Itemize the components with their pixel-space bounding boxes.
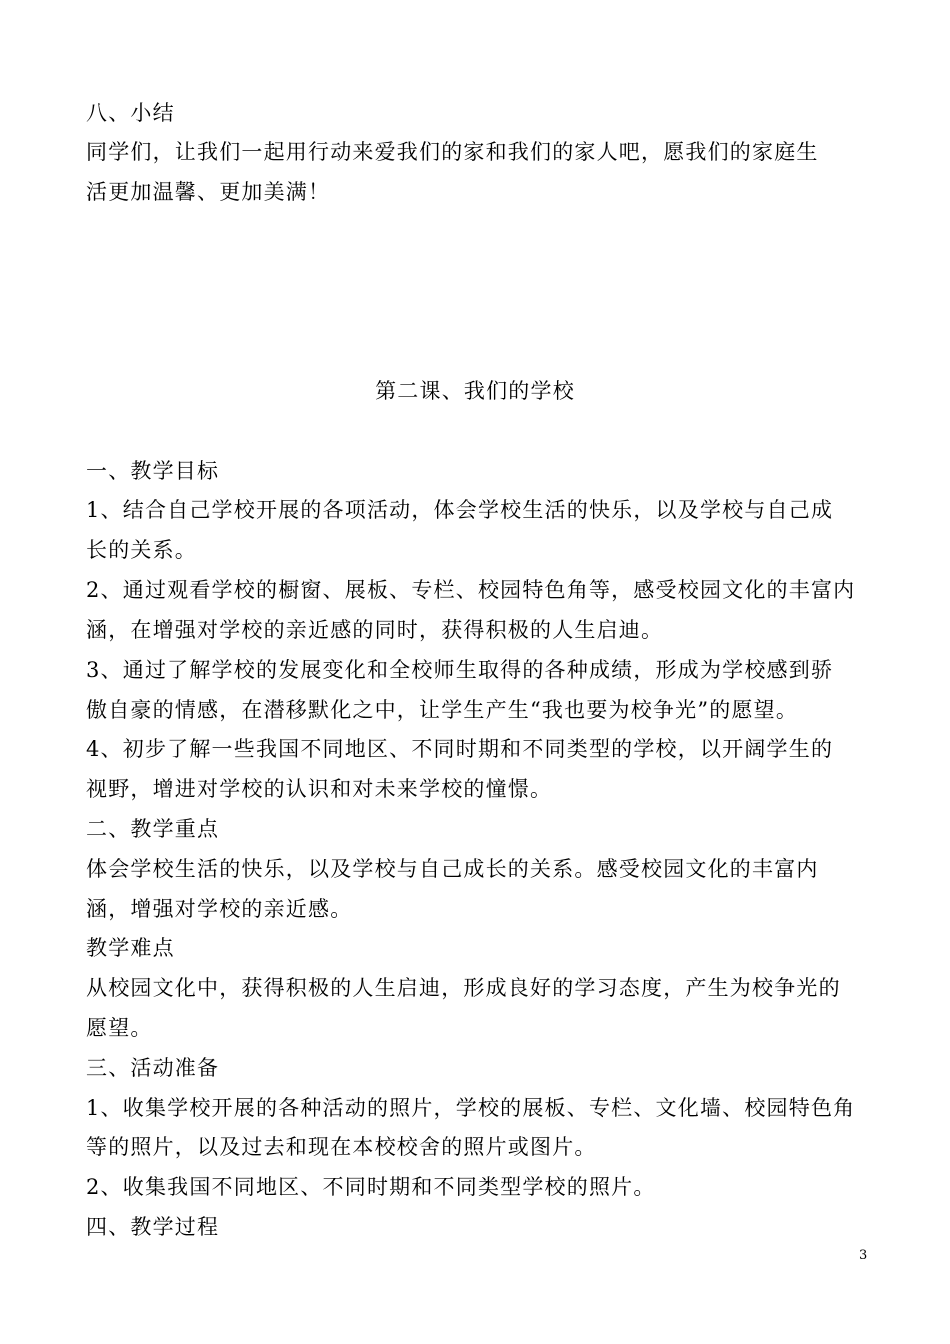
paragraph-line: 涵，增强对学校的亲近感。 [86,897,353,921]
paragraph-line: 视野，增进对学校的认识和对未来学校的憧憬。 [86,777,553,801]
page-number: 3 [859,1248,868,1263]
paragraph-line: 等的照片，以及过去和现在本校校舍的照片或图片。 [86,1135,597,1159]
paragraph-line: 同学们，让我们一起用行动来爱我们的家和我们的家人吧，愿我们的家庭生 [86,140,819,164]
section-heading-focus: 二、教学重点 [86,817,220,841]
paragraph-line: 从校园文化中，获得积极的人生启迪，形成良好的学习态度，产生为校争光的 [86,976,841,1000]
paragraph-line: 2、通过观看学校的橱窗、展板、专栏、校园特色角等，感受校园文化的丰富内 [86,578,856,602]
section-heading-summary: 八、小结 [86,101,175,125]
paragraph-line: 涵，在增强对学校的亲近感的同时，获得积极的人生启迪。 [86,618,664,642]
lesson-title: 第二课、我们的学校 [375,379,575,403]
paragraph-line: 傲自豪的情感，在潜移默化之中，让学生产生“我也要为校争光”的愿望。 [86,698,799,722]
paragraph-line: 活更加温馨、更加美满！ [86,180,331,204]
paragraph-line: 4、初步了解一些我国不同地区、不同时期和不同类型的学校，以开阔学生的 [86,737,834,761]
section-heading-goals: 一、教学目标 [86,459,220,483]
section-heading-process: 四、教学过程 [86,1215,220,1239]
section-heading-difficulty: 教学难点 [86,936,175,960]
paragraph-line: 2、收集我国不同地区、不同时期和不同类型学校的照片。 [86,1175,656,1199]
section-heading-preparation: 三、活动准备 [86,1056,220,1080]
paragraph-line: 1、收集学校开展的各种活动的照片，学校的展板、专栏、文化墙、校园特色角 [86,1096,856,1120]
paragraph-line: 体会学校生活的快乐，以及学校与自己成长的关系。感受校园文化的丰富内 [86,857,819,881]
paragraph-line: 长的关系。 [86,538,197,562]
paragraph-line: 1、结合自己学校开展的各项活动，体会学校生活的快乐，以及学校与自己成 [86,498,834,522]
paragraph-line: 3、通过了解学校的发展变化和全校师生取得的各种成绩，形成为学校感到骄 [86,658,834,682]
paragraph-line: 愿望。 [86,1016,153,1040]
